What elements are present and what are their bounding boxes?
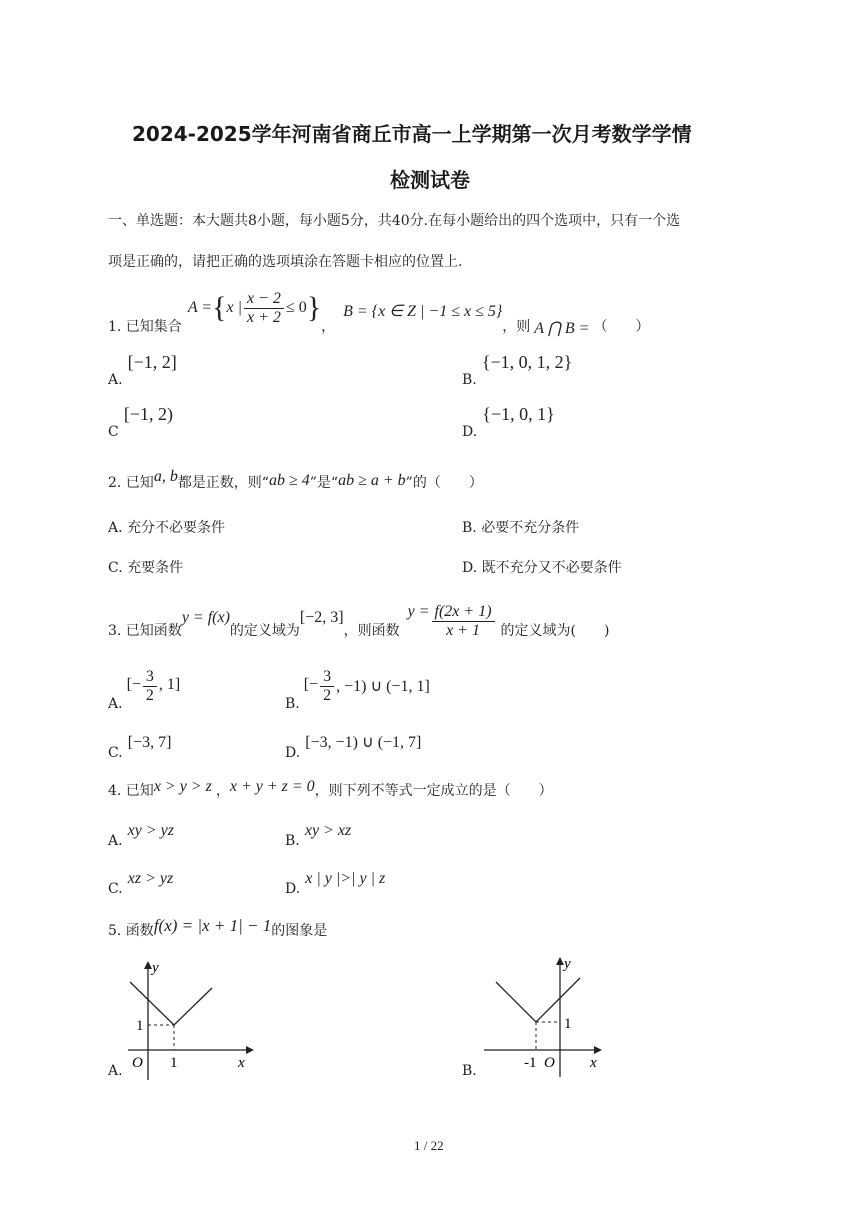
graph-a-y-tick: 1 (136, 1018, 144, 1034)
q1-option-a[interactable]: A. [−1, 2] (108, 352, 177, 388)
q2-option-c[interactable]: C. 充要条件 (108, 560, 184, 576)
q4-option-d[interactable]: D. x | y |>| y | z (285, 870, 386, 897)
q5-option-b[interactable] (462, 955, 612, 1085)
question-5-stem: 5. 函数 f(x) = |x + 1| − 1 的图象是 (108, 916, 328, 939)
q4-option-c[interactable]: C. xz > yz (108, 870, 174, 897)
q1-option-d[interactable]: D. {−1, 0, 1} (462, 404, 555, 440)
question-4-stem: 4. 已知 x > y > z ， x + y + z = 0 ，则下列不等式一定成立的是（ ） (108, 778, 553, 799)
page-title-line1: 2024-2025学年河南省商丘市高一上学期第一次月考数学学情 (132, 122, 692, 146)
page-title-line2: 检测试卷 (390, 168, 470, 192)
graph-b-y-arrow (556, 957, 564, 965)
q2-option-a[interactable]: A. 充分不必要条件 (108, 520, 226, 536)
graph-a-y-label: y (152, 960, 159, 976)
section-instruction-line1: 一、单选题：本大题共8小题，每小题5分，共40分.在每小题给出的四个选项中，只有一个选 (108, 213, 681, 229)
graph-b-x-arrow (594, 1046, 602, 1054)
graph-a-x-arrow (246, 1046, 254, 1054)
graph-a (108, 955, 258, 1085)
q1-option-c[interactable]: C [−1, 2) (108, 404, 173, 440)
q3-option-a[interactable]: A. [− $\frac{3}{2}$ , 1] (108, 668, 181, 712)
graph-b-x-label: x (590, 1055, 597, 1071)
q3-option-c[interactable]: C. [−3, 7] (108, 734, 172, 761)
graph-a-origin: O (132, 1055, 143, 1071)
graph-b-y-tick: 1 (564, 1016, 572, 1032)
page-number: 1 / 22 (414, 1138, 444, 1153)
section-instruction-line2: 项是正确的，请把正确的选项填涂在答题卡相应的位置上. (108, 254, 463, 270)
q1-option-b[interactable]: B. {−1, 0, 1, 2} (462, 352, 573, 388)
graph-a-x-tick: 1 (170, 1055, 178, 1071)
question-2-stem: 2. 已知 a, b 都是正数，则“ ab ≥ 4 ”是“ ab ≥ a + b ”的（ ） (108, 468, 483, 491)
q5-option-a-label: A. (108, 1063, 123, 1079)
graph-b-y-label: y (564, 956, 571, 972)
q4-option-b[interactable]: B. xy > xz (285, 822, 352, 849)
q3-option-b[interactable]: B. [− $\frac{3}{2}$ , −1) ∪ (−1, 1] (285, 668, 430, 712)
q3-option-d[interactable]: D. [−3, −1) ∪ (−1, 7] (285, 734, 422, 761)
q5-option-a[interactable] (108, 955, 258, 1085)
graph-a-x-label: x (238, 1055, 245, 1071)
graph-b-x-tick: -1 (524, 1055, 537, 1071)
q5-option-b-label: B. (462, 1063, 477, 1079)
graph-b (462, 955, 612, 1085)
question-1-stem: 1. 已知集合 A = { x | $\frac{x - 2}{x + 2}$ ≤ 0 } ， B = {x ∈ Z | −1 ≤ x ≤ 5} ，则 A ⋂ B = （ ） (108, 289, 650, 337)
q2-option-d[interactable]: D. 既不充分又不必要条件 (462, 560, 622, 576)
q2-option-b[interactable]: B. 必要不充分条件 (462, 520, 580, 536)
graph-a-y-arrow (144, 961, 152, 969)
question-3-stem: 3. 已知函数 y = f(x) 的定义域为 [−2, 3] ，则函数 y = $\frac{f(2x + 1)}{x + 1}$ 的定义域为( ) (108, 602, 610, 639)
q4-option-a[interactable]: A. xy > yz (108, 822, 174, 849)
graph-b-origin: O (544, 1055, 555, 1071)
